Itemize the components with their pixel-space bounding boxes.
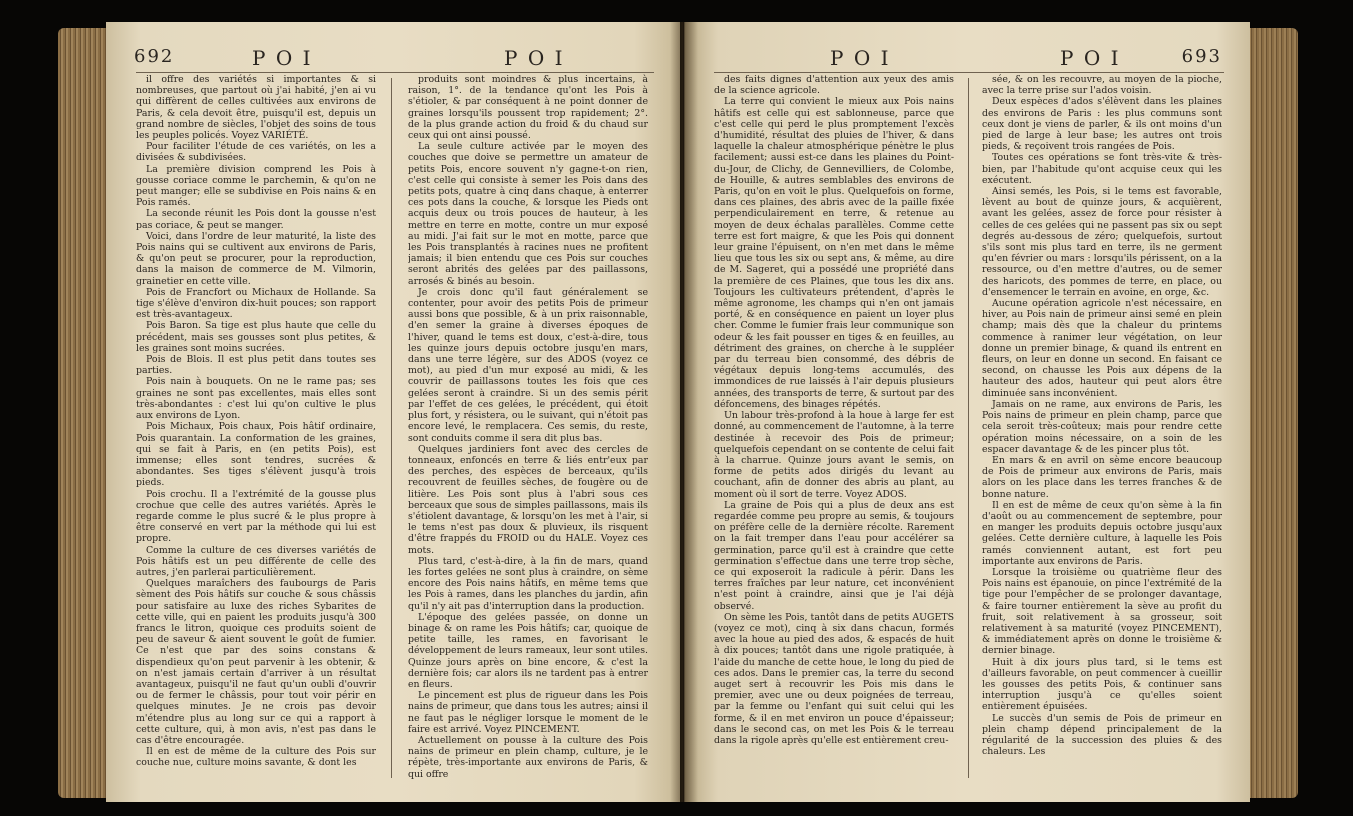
text-column-2 <box>982 74 1222 790</box>
paragraph: Lorsque la troisième ou quatrième fleur des Pois nains est épanouie, on pince l'extrémité de la tige pour l'empêcher de se prolonger davantage, & faire tourner entièrement la sève au profit du fruit, soit relativement à sa grosseur, soit relativement à sa maturité (voyez PINCEMENT), & immédiatement après on donne le troisième & dernier binage. <box>982 566 1222 657</box>
paragraph: Il en est de même de ceux qu'on sème à la fin d'août ou au commencement de septembre, pour en manger les produits depuis octobre jusqu'aux gelées. Cette dernière culture, à laquelle les Pois ramés conviennent autant, est fort peu importante aux environs de Paris. <box>982 499 1222 567</box>
paragraph: La terre qui convient le mieux aux Pois nains hâtifs est celle qui est sablonneuse, parce que c'est celle qui perd le plus promptement l'excès d'humidité, résultat des pluies de l'hiver, & dans laquelle la chaleur atmosphérique pénètre le plus facilement; aussi est-ce dans les plaines du Point-du-Jour, de Clichy, de Gennevilliers, de Colombe, de Houille, & autres semblables des environs de Paris, qu'on en voit le plus. Quelquefois on forme, dans ces plaines, des abris avec de la paille fixée perpendiculairement en terre, & retenue au moyen de deux échalas parallèles. Comme cette terre est fort maigre, & que les Pois qui donnent leur graine l'épuisent, on n'en met dans le même lieu que tous les six ou sept ans, & même, au dire de M. Sageret, qui a possédé une propriété dans la première de ces Plaines, que tous les dix ans. Toujours les cultivateurs prétendent, d'après le même agronome, les champs qui n'en ont jamais porté, & en conséquence en paient un loyer plus cher. Comme le fumier frais leur communique son odeur & les fait pousser en tiges & en feuilles, au détriment des graines, on cherche à le suppléer par du terreau bien consommé, des débris de végétaux depuis long-tems accumulés, des immondices de rue laissés à l'air depuis plusieurs années, des transports de terre, & surtout par des défoncemens, des binages répétés. <box>714 96 954 410</box>
paragraph: Jamais on ne rame, aux environs de Paris, les Pois nains de primeur en plein champ, parce que cela seroit très-coûteux; mais pour rendre cette opération moins nécessaire, on a soin de les espacer davantage & de les pincer plus tôt. <box>982 398 1222 455</box>
running-head-right: P O I <box>504 46 565 70</box>
paragraph: La première division comprend les Pois à gousse coriace comme le parchemin, & qu'on ne peut manger; elle se subdivise en Pois nains & en Pois ramés. <box>136 163 376 209</box>
paragraph: Quelques jardiniers font avec des cercles de tonneaux, enfoncés en terre & liés entr'eux par des perches, des espèces de berceaux, qu'ils recouvrent de feuilles sèches, de fougère ou de litière. Les Pois sont plus à l'abri sous ces berceaux que sous de simples paillassons, mais ils s'étiolent davantage, & lorsqu'on les met à l'air, si le tems n'est pas doux & pluvieux, ils risquent d'être frappés du FROID ou du HALE. Voyez ces mots. <box>408 443 648 556</box>
paragraph: Pois nain à bouquets. On ne le rame pas; ses graines ne sont pas excellentes, mais elles sont très-abondantes : c'est lui qu'on cultive le plus aux environs de Lyon. <box>136 376 376 422</box>
paragraph: On sème les Pois, tantôt dans de petits AUGETS (voyez ce mot), cinq à six dans chacun, formés avec la houe au pied des ados, & espacés de huit à dix pouces; tantôt dans une rigole pratiquée, à l'aide du manche de cette houe, le long du pied de ces ados. Dans le premier cas, la terre du second auget sert à recouvrir les Pois mis dans le premier, avec une ou deux poignées de terreau, par la femme ou l'enfant qui suit celui qui les forme, & il en met environ un pouce d'épaisseur; dans le second cas, on met les Pois & le terreau dans la rigole après qu'elle est entièrement creu- <box>714 611 954 746</box>
paragraph: Il en est de même de la culture des Pois sur couche nue, culture moins savante, & dont les <box>136 746 376 769</box>
running-head-left: P O I <box>830 46 891 70</box>
text-column-2 <box>408 74 648 790</box>
column-rule <box>968 78 969 778</box>
paragraph: L'époque des gelées passée, on donne un binage & on rame les Pois hâtifs; car, quoique de petite taille, les rames, en favorisant le développement de leurs rameaux, leur sont utiles. Quinze jours après on bine encore, & c'est la dernière fois; car alors ils ne tardent pas à entrer en fleurs. <box>408 611 648 690</box>
book-gutter <box>670 22 698 802</box>
paragraph: Pois Baron. Sa tige est plus haute que celle du précédent, mais ses gousses sont plus petites, & les graines sont moins sucrées. <box>136 320 376 354</box>
left-page <box>106 22 680 802</box>
paragraph: Le pincement est plus de rigueur dans les Pois nains de primeur, que dans tous les autres; ainsi il ne faut pas le négliger lorsque le moment de le faire est arrivé. Voyez PINCEMENT. <box>408 690 648 735</box>
paragraph: Deux espèces d'ados s'élèvent dans les plaines des environs de Paris : les plus communs sont ceux dont je viens de parler, & ils ont moins d'un pied de large à leur base; les autres ont trois pieds, & reçoivent trois rangées de Pois. <box>982 96 1222 153</box>
paragraph: produits sont moindres & plus incertains, à raison, 1°. de la tendance qu'ont les Pois à s'étioler, & par conséquent à ne point donner de graines lorsqu'ils poussent trop rapidement; 2°. de la plus grande action du froid & du chaud sur ceux qui ont ainsi poussé. <box>408 74 648 142</box>
paragraph: La seule culture activée par le moyen des couches que doive se permettre un amateur de petits Pois, encore souvent n'y gagne-t-on rien, c'est celle qui consiste à semer les Pois dans des petits pots, quatre à cinq dans chaque, à enterrer ces pots dans la couche, & lorsque les Pieds ont acquis deux ou trois pouces de hauteur, à les mettre en terre en motte, contre un mur exposé au midi. J'ai fait sur le mot en motte, parce que les Pois transplantés à racines nues ne profitent jamais; il bien entendu que ces Pois sur couches seront abrités des gelées par des paillassons, arrosés & binés au besoin. <box>408 141 648 287</box>
left-page-columns <box>136 74 654 788</box>
paragraph: Pois Michaux, Pois chaux, Pois hâtif ordinaire, Pois quarantain. La conformation de les graines, qui se fait à Paris, en (en petits Pois), est immense; elles sont tendres, sucrées & abondantes. Ses tiges s'élèvent jusqu'à trois pieds. <box>136 421 376 489</box>
paragraph: sée, & on les recouvre, au moyen de la pioche, avec la terre prise sur l'ados voisin. <box>982 74 1222 97</box>
paragraph: Quelques maraîchers des faubourgs de Paris sèment des Pois hâtifs sur couche & sous châssis pour satisfaire au luxe des riches Sybarites de cette ville, qui en paient les produits jusqu'à 300 francs le litron, quoique ces produits soient de peu de saveur & aient souvent le goût de fumier. Ce n'est que par des soins constans & dispendieux qu'on peut parvenir à les obtenir, & on n'est jamais certain d'arriver à un résultat avantageux, puisqu'il ne faut qu'un oubli d'ouvrir ou de fermer le châssis, pour tout voir périr en quelques minutes. Je ne crois pas devoir m'étendre plus au long sur ce qui a rapport à cette culture, qui, à mon avis, n'est pas dans le cas d'être encouragée. <box>136 578 376 746</box>
paragraph: La graine de Pois qui a plus de deux ans est regardée comme peu propre au semis, & toujours on préfère celle de la dernière récolte. Rarement on la fait tremper dans l'eau pour accélérer sa germination, parce qu'il est à craindre que cette germination s'effectue dans une terre trop sèche, ce qui exposeroit la radicule à périr. Dans les terres fraîches par leur nature, cet inconvénient n'est point à craindre, ainsi que je l'ai déjà observé. <box>714 499 954 612</box>
page-number: 693 <box>1181 46 1222 67</box>
text-column-1 <box>136 74 376 790</box>
page-edges-left <box>58 28 110 798</box>
running-head-left: P O I <box>252 46 313 70</box>
running-head-right: P O I <box>1060 46 1121 70</box>
paragraph: Comme la culture de ces diverses variétés de Pois hâtifs est un peu différente de celle des autres, j'en parlerai particulièrement. <box>136 544 376 578</box>
paragraph: Actuellement on pousse à la culture des Pois nains de primeur en plein champ, culture, je le répète, très-importante aux environs de Paris, & qui offre <box>408 734 648 780</box>
paragraph: Voici, dans l'ordre de leur maturité, la liste des Pois nains qui se cultivent aux environs de Paris, & qu'on peut se procurer, pour la reproduction, dans la maison de commerce de M. Vilmorin, grainetier en cette ville. <box>136 230 376 287</box>
left-page-header <box>134 46 652 70</box>
header-rule <box>714 72 1224 73</box>
right-page-columns <box>714 74 1224 788</box>
paragraph: Je crois donc qu'il faut généralement se contenter, pour avoir des petits Pois de primeur aussi bons que possible, & à un prix raisonnable, d'en semer la graine à diverses époques de l'hiver, quand le tems est doux, c'est-à-dire, tous les quinze jours depuis octobre jusqu'en mars, dans une terre légère, sur des ADOS (voyez ce mot), au pied d'un mur exposé au midi, & les couvrir de paillassons toutes les fois que ces gelées seront à craindre. Si un des semis périt par l'effet de ces gelées, le précédent, qui étoit plus fort, y résistera, ou le suivant, qui n'étoit pas encore levé, le remplacera. Ces semis, du reste, sont conduits comme il sera dit plus bas. <box>408 286 648 444</box>
text-column-1 <box>714 74 954 790</box>
paragraph: Plus tard, c'est-à-dire, à la fin de mars, quand les fortes gelées ne sont plus à craindre, on sème encore des Pois nains hâtifs, en même tems que les Pois à rames, dans les planches du jardin, afin qu'il n'y ait pas d'interruption dans la production. <box>408 555 648 612</box>
paragraph: Un labour très-profond à la houe à large fer est donné, au commencement de l'automne, à la terre destinée à recevoir des Pois de primeur; quelquefois cependant on se contente de celui fait à la charrue. Quinze jours avant le semis, on forme de petits ados dirigés du levant au couchant, afin de donner des abris au plant, au moment où il sort de terre. Voyez ADOS. <box>714 410 954 500</box>
open-book <box>58 22 1298 802</box>
paragraph: Le succès d'un semis de Pois de primeur en plein champ dépend principalement de la régularité de la succession des pluies & des chaleurs. Les <box>982 712 1222 758</box>
paragraph: Pour faciliter l'étude de ces variétés, on les a divisées & subdivisées. <box>136 141 376 164</box>
paragraph: En mars & en avril on sème encore beaucoup de Pois de primeur aux environs de Paris, mais alors on les place dans les terres franches & de bonne nature. <box>982 454 1222 500</box>
page-edges-right <box>1244 28 1298 798</box>
paragraph: Aucune opération agricole n'est nécessaire, en hiver, au Pois nain de primeur ainsi semé en plein champ; mais dès que la chaleur du printems commence à ranimer leur végétation, on leur donne un premier binage, & quand ils entrent en fleurs, on leur en donne un second. En faisant ce second, on chausse les Pois aux dépens de la hauteur des ados, hauteur qui peut alors être diminuée sans inconvénient. <box>982 298 1222 399</box>
paragraph: Pois de Francfort ou Michaux de Hollande. Sa tige s'élève d'environ dix-huit pouces; son rapport est très-avantageux. <box>136 286 376 321</box>
header-rule <box>136 72 654 73</box>
paragraph: Huit à dix jours plus tard, si le tems est d'ailleurs favorable, on peut commencer à cueillir les gousses des petits Pois, & continuer sans interruption jusqu'à ce qu'elles soient entièrement épuisées. <box>982 656 1222 713</box>
paragraph: il offre des variétés si importantes & si nombreuses, que partout où j'ai habité, j'en ai vu qui diffèrent de celles cultivées aux environs de Paris, & cela devoit être, puisqu'il est, depuis un grand nombre de siècles, l'objet des soins de tous les peuples policés. Voyez VARIÉTÉ. <box>136 74 376 142</box>
paragraph: La seconde réunit les Pois dont la gousse n'est pas coriace, & peut se manger. <box>136 208 376 231</box>
paragraph: Pois de Blois. Il est plus petit dans toutes ses parties. <box>136 354 376 377</box>
page-number: 692 <box>134 46 175 67</box>
right-page-header <box>712 46 1222 70</box>
column-rule <box>391 78 392 778</box>
right-page <box>684 22 1250 802</box>
paragraph: Toutes ces opérations se font très-vite & très-bien, par l'habitude qu'ont acquise ceux qui les exécutent. <box>982 152 1222 186</box>
paragraph: des faits dignes d'attention aux yeux des amis de la science agricole. <box>714 74 954 97</box>
paragraph: Pois crochu. Il a l'extrémité de la gousse plus crochue que celle des autres variétés. Après le regarde comme le plus sucré & le plus propre à être conservé en vert par la méthode qui lui est propre. <box>136 488 376 545</box>
paragraph: Ainsi semés, les Pois, si le tems est favorable, lèvent au bout de quinze jours, & acquièrent, avant les gelées, assez de force pour résister à celles de ces gelées qui ne passent pas six ou sept degrés au-dessous de zéro; quelquefois, surtout s'ils sont mis plus tard en terre, ils ne germent qu'en février ou mars : lorsqu'ils périssent, on a la ressource, ou d'en mettre d'autres, ou de semer des haricots, des pommes de terre, en place, ou d'ensemencer le terrain en avoine, en orge, &c. <box>982 186 1222 298</box>
